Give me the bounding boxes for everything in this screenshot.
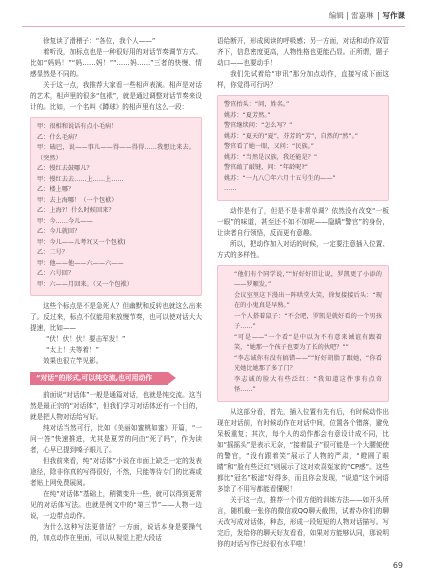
dialogue-line: 警官继续问：“怎么写？” [224, 122, 293, 129]
dialogue-line: 一个人搭着鼠子：“不会吧，罗凯是就好看的一个男孩子……” [234, 312, 382, 330]
header-divider [378, 12, 379, 20]
paragraph: 着听没，加标点也是一种很好用的对话节奏调节方式。比如“妈妈！”“妈……妈！”“……妈……”三者的快慢、情感显然是不同的。 [30, 48, 202, 78]
dialogue-line: “可是——”一个看“是中以为不有意来诫谊有跟着笑，“她那一个孩子也要为了长的伙吧？”” [234, 333, 382, 351]
paragraph: 前面说“对话体”一般是通篇对话，也就是纯交流。这当然是最正宗的“对话体”，但我们学习对话体还有一个目的，就是把人物对话给写好。 [30, 391, 202, 421]
left-column [30, 36, 202, 544]
section-banner: “对话”的形式,可以纯交流,也可用动作 [30, 372, 168, 385]
dialogue-box-interrogation [217, 95, 389, 201]
paragraph: 从这部分看，首先，插入位置有先有后，有时候动作出现在对话前，有时候动作在对话中间，位置各个错落，避免呆板重复；其次，每个人的动作都会有意设计成不同，比如“摇摇头”是表示无奈，“接着鼠子”很可能是一个大腰便使的警官，“没有跟着笑”展示了人物的严肃，“瞪圆了眼睛”和“脸有些泛红”则展示了这对欢喜冤家的“CP感”。这些都比“冠名”板滤”好得多，而且你会发现，“说道”这个词语多馀了不用写都能看懂呢！ [217, 407, 389, 493]
header-rule [22, 26, 405, 27]
paragraph: 所以，把动作加入对话的时候，一定要注意插入位置、方式的多样性。 [217, 239, 389, 259]
dialogue-line: 乙：六号回？ [37, 270, 75, 277]
dialogue-line: 李志诚的脸大有些泛红：“我知道这件事有点奇怪……” [234, 375, 382, 393]
paragraph: 关于这一点，我推荐大家看一些相声表演。相声是对话的艺术，相声里的很多“包袱”，就是通过调整对话节奏来设计的。比如，一个名叫《蹲球》的相声里有这么一段： [30, 81, 202, 111]
dialogue-line: 警官敲了敲键，问：“年龄呢?” [224, 164, 308, 171]
dialogue-box-crosstalk [30, 117, 202, 296]
dialogue-line: 警官看了她一眼，又问：“民族。” [224, 143, 314, 150]
paragraph: 徐复读了滑稽子：“各位，我个人——” [43, 37, 156, 45]
dialogue-line: 乙：楼上哪？ [37, 186, 75, 193]
paragraph: 在纯“对话体”基础上，稍微变升一些，就可以得到更常见的对话体写法。也就是例文中的“第三节”——人物一边说，一边带点动作。 [30, 490, 202, 520]
dialogue-line: 姚苏：“夏天的“夏”，芬芳的“芳”，自然的“然”。” [224, 132, 358, 140]
paragraph: 为什么这种写法更普适？一方面，说话本身是要操气的，加点动作在里面，可以从视觉上把大段话 [30, 523, 202, 542]
quote-line: “太上！夫等着！” [46, 346, 99, 354]
dialogue-line: “他们有个同学说，”“好好好旧让说，罗凯更了小添的——罗顺发。” [234, 270, 382, 288]
editor-credit: 编辑 | 雷嘉琳 [328, 11, 374, 20]
dialogue-line: 甲：很相和说话有点小毛病！ [37, 123, 118, 130]
dialogue-line: 警官抬头：“问，姓名。” [224, 101, 290, 108]
dialogue-line: 乙：上海?！什么时候回来？ [37, 207, 115, 214]
dialogue-line: 会议室里这下漫出一阵哄堂大笑，徐复接接后头：“现在的小鬼真是早熟。” [234, 291, 382, 309]
dialogue-line: 乙：二号？ [37, 249, 68, 256]
page-header [329, 10, 405, 21]
dialogue-line: 乙：今儿就回？ [37, 228, 81, 235]
dialogue-line: 甲：今儿——儿考?(又一个包袱) [37, 238, 126, 246]
dialogue-line: 乙：慢红去鼓哪儿？ [37, 165, 93, 172]
dialogue-line: …… [224, 185, 237, 192]
page-number: 69 [392, 561, 403, 570]
paragraph: 纯对话当然可行，比如《美丽如蜜桃如蜜》开篇，“一问一答”快速推进，尤其是夏芳的问由“死了吗”，作为读者，心早已提到嗓子眼儿了。 [30, 424, 202, 454]
dialogue-line: 甲：六——月回来。（又一个包袱） [37, 280, 133, 288]
paragraph: 我们先试着给“审讯”那分加点动作，直接写成下面这样，你觉得可行吗？ [217, 70, 389, 89]
paragraph: 关于这一点，推荐一个很方便的训练方法——如开头所言，随机截一张你的微信或QQ聊天截图，试着办你们的聊天改写成对话体，种态，形成一段短短的人物对话描写。写完后，发给你的聊天好友看看，如果对方能够认同，那说明你的对话写作已经很有水平啦！ [217, 495, 389, 548]
right-column [217, 36, 389, 550]
dialogue-line: 甲：磕巴，说——事儿——得——得得……我想比来去。（突然） [37, 144, 195, 162]
section-title: 写作课 [382, 11, 405, 20]
dialogue-line: 甲：他——他——六——六—— [37, 259, 124, 267]
dialogue-line: 乙：什么毛病？ [37, 133, 81, 141]
dialogue-line: 姚苏：“夏芳然。” [224, 111, 271, 119]
dialogue-line: 姚苏：“一九八〇年六月十五号生的——” [224, 174, 336, 182]
quote-line: “伏！伏！伏！要击军发！” [46, 335, 126, 343]
paragraph: 语给断开，形成阅读的呼吸感；另一方面，对话和动作双管齐下，信息密度更高，人物性格也更能凸显。正所谓，题子动口——也要动手！ [217, 37, 389, 67]
dialogue-box-meeting [217, 265, 389, 402]
dialogue-line: 甲：今……今儿—— [37, 217, 93, 225]
dialogue-line: 甲：慢红去去……上……上…… [37, 175, 124, 183]
dialogue-line: “李志诚你有没有搞错——”“好好胡脂了跟她，“你看光她比她那了多了门？ [234, 354, 382, 372]
paragraph: 效果也很立竿见影。 [43, 357, 103, 365]
paragraph: 动作是有了，但是不是非常单调？依然没有改变“一板一眼”的味道，甚至还不如不加呢——隐瞒“警官”的身份，让读者自行领悟，反而更有意趣。 [217, 206, 389, 237]
dialogue-line: 姚苏：“当然是汉族，我还能是？” [224, 153, 318, 161]
dialogue-line: 甲：去上海哪！（一个包袱） [37, 196, 118, 204]
paragraph: 这些个标点是不是急死人？但幽默和反转也就这么出来了。反过来，标点不仅能用来放慢节奏，也可以使对话大大提速，比如—— [30, 302, 202, 332]
paragraph: 但我前来看，纯“对话体”小说在市面上缺乏一定的发表途径，除非你真的写得很好，不然，只能等待专门的比赛或者贴上网免费展阅。 [30, 457, 202, 487]
